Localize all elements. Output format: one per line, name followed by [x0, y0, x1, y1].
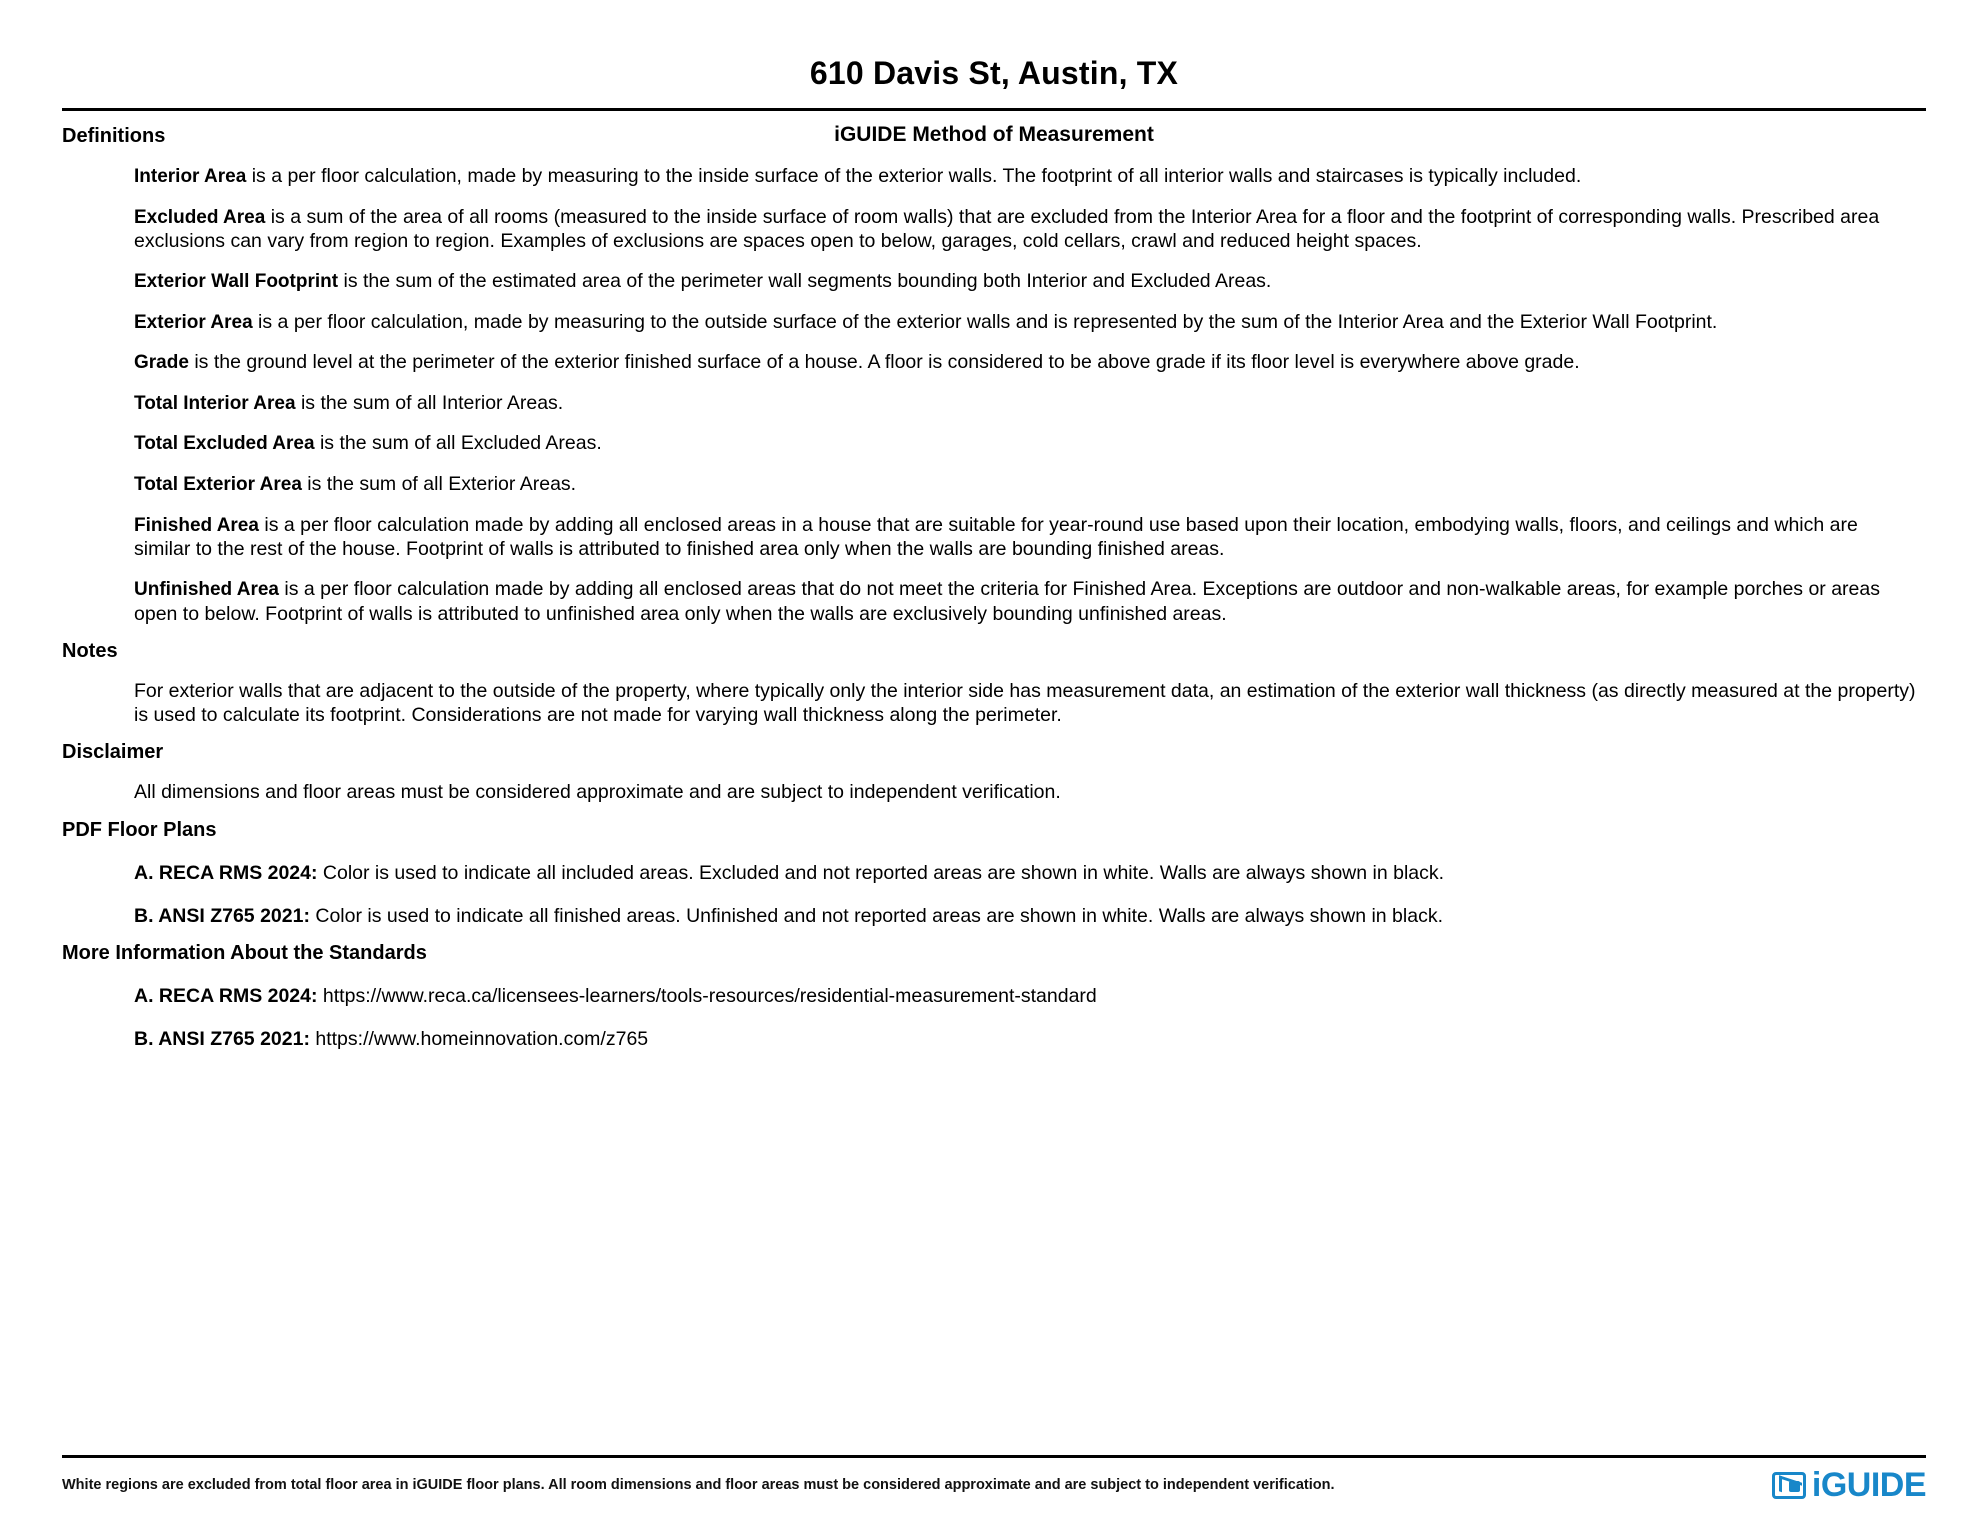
section-heading-notes: Notes — [62, 639, 118, 662]
notes-text: For exterior walls that are adjacent to the outside of the property, where typically only the interior side has measurement data, an estimation of the exterior wall thickness (as directly measured at the property) is used to calculate its footprint. Considerations are not made for varying wall thickness along the perimeter. — [134, 679, 1916, 727]
definition-unfinished-area — [134, 577, 1916, 626]
definition-total-excluded-area — [134, 431, 1916, 456]
footer-disclaimer-text: White regions are excluded from total floor area in iGUIDE floor plans. All room dimensions and floor areas must be considered approximate and are subject to independent verification. — [62, 1477, 1335, 1493]
definition-excluded-area — [134, 205, 1916, 254]
definition-term: Total Excluded Area — [134, 433, 315, 455]
definition-grade — [134, 350, 1916, 375]
more-info-reca — [134, 985, 1926, 1008]
definition-finished-area — [134, 513, 1916, 562]
section-heading-definitions: Definitions — [62, 125, 166, 147]
page-title: 610 Davis St, Austin, TX — [809, 55, 1179, 91]
definition-term: Exterior Area — [134, 311, 253, 333]
definition-term: Finished Area — [134, 514, 259, 536]
definition-text: is the sum of all Excluded Areas. — [314, 432, 602, 455]
definition-term: Grade — [134, 352, 189, 374]
section-heading-pdf-floor-plans: PDF Floor Plans — [62, 818, 217, 841]
more-info-ansi — [134, 1028, 1926, 1051]
definition-text: is a per floor calculation, made by measuring to the inside surface of the exterior walls. The footprint of all interior walls and staircases is typically included. — [246, 165, 1582, 187]
standard-label: B. ANSI Z765 2021: — [134, 1027, 310, 1050]
iguide-logo-text: iGUIDE — [1811, 1466, 1926, 1504]
standard-text: Color is used to indicate all included areas. Excluded and not reported areas are shown in white. Walls are always shown in black. — [317, 861, 1445, 884]
iguide-logo-icon — [1772, 1472, 1806, 1499]
definition-interior-area — [134, 164, 1916, 189]
standard-text: Color is used to indicate all finished areas. Unfinished and not reported areas are shown in white. Walls are always shown in black. — [309, 904, 1443, 927]
definition-text: is the sum of the estimated area of the perimeter wall segments bounding both Interior and Excluded Areas. — [338, 270, 1272, 293]
definition-total-exterior-area — [134, 472, 1916, 497]
footer-divider — [62, 1455, 1926, 1458]
definition-total-interior-area — [134, 391, 1916, 416]
definition-term: Total Interior Area — [134, 392, 296, 414]
definition-term: Interior Area — [134, 166, 247, 187]
definition-text: is a per floor calculation, made by measuring to the outside surface of the exterior walls and is represented by the sum of the Interior Area and the Exterior Wall Footprint. — [252, 310, 1718, 333]
standard-label: A. RECA RMS 2024: — [134, 984, 318, 1007]
pdf-floor-plan-reca — [134, 862, 1926, 885]
definition-text: is the sum of all Interior Areas. — [295, 391, 564, 414]
definition-text: is a per floor calculation made by adding all enclosed areas that do not meet the criteria for Finished Area. Exceptions are outdoor and non-walkable areas, for example porches or areas open to below. Footprint of walls is attributed to unfinished area only when the walls are exclusively bounding unfinished areas. — [134, 578, 1880, 625]
definition-text: is the sum of all Exterior Areas. — [301, 473, 577, 495]
title-divider — [62, 108, 1926, 111]
pdf-floor-plan-ansi — [134, 905, 1926, 928]
standard-label: A. RECA RMS 2024: — [134, 861, 318, 884]
document-subtitle: iGUIDE Method of Measurement — [834, 123, 1154, 146]
definition-term: Excluded Area — [134, 206, 266, 228]
page-footer — [62, 1455, 1926, 1502]
definition-text: is the ground level at the perimeter of the exterior finished surface of a house. A floor is considered to be above grade if its floor level is everywhere above grade. — [188, 351, 1580, 374]
section-heading-more-information: More Information About the Standards — [62, 941, 427, 964]
definition-term: Unfinished Area — [134, 579, 279, 601]
standard-link[interactable]: https://www.reca.ca/licensees-learners/tools-resources/residential-measurement-standard — [317, 984, 1097, 1007]
definition-exterior-wall-footprint — [134, 269, 1916, 294]
definition-exterior-area — [134, 310, 1916, 335]
definition-text: is a per floor calculation made by adding all enclosed areas in a house that are suitable for year-round use based upon their location, embodying walls, floors, and ceilings and which are similar to the rest of the house. Footprint of walls is attributed to finished area only when the walls are bounding finished areas. — [134, 513, 1858, 561]
definition-term: Total Exterior Area — [134, 474, 302, 495]
definition-term: Exterior Wall Footprint — [134, 271, 339, 293]
iguide-logo — [1772, 1468, 1926, 1502]
standard-link[interactable]: https://www.homeinnovation.com/z765 — [309, 1027, 649, 1050]
definition-text: is a sum of the area of all rooms (measured to the inside surface of room walls) that are excluded from the Interior Area for a floor and the footprint of corresponding walls. Prescribed area exclusions can vary from region to region. Examples of exclusions are spaces open to below, garages, cold cellars, crawl and reduced height spaces. — [134, 205, 1880, 253]
disclaimer-text: All dimensions and floor areas must be considered approximate and are subject to independent verification. — [134, 781, 1061, 804]
section-heading-disclaimer: Disclaimer — [62, 741, 164, 764]
standard-label: B. ANSI Z765 2021: — [134, 904, 310, 927]
